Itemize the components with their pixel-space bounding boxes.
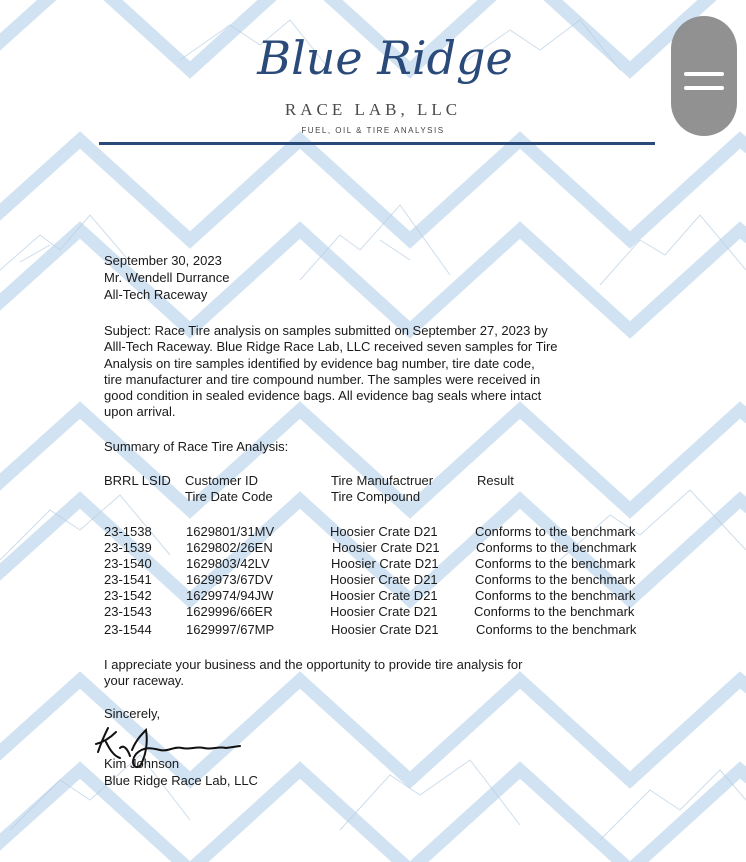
cell-lsid: 23-1539 xyxy=(104,540,152,555)
cell-tire: Hoosier Crate D21 xyxy=(330,572,438,587)
cell-result: Conforms to the benchmark xyxy=(474,604,635,619)
brand-script-text: Blue Ridge xyxy=(257,31,513,85)
closing-line: your raceway. xyxy=(104,673,184,688)
cell-result: Conforms to the benchmark xyxy=(475,588,636,603)
cell-customer: 1629802/26EN xyxy=(186,540,273,555)
cell-lsid: 23-1542 xyxy=(104,588,152,603)
cell-lsid: 23-1544 xyxy=(104,622,152,637)
company-tagline: FUEL, OIL & TIRE ANALYSIS xyxy=(301,126,445,135)
table-header-lsid: BRRL LSID xyxy=(104,473,171,488)
cell-result: Conforms to the benchmark xyxy=(475,572,636,587)
cell-customer: 1629801/31MV xyxy=(186,524,275,539)
cell-customer: 1629997/67MP xyxy=(186,622,275,637)
cell-tire: Hoosier Crate D21 xyxy=(331,556,439,571)
table-header-customer-id: Customer ID xyxy=(185,473,258,488)
subject-line: good condition in sealed evidence bags. All evidence bag seals where intact xyxy=(104,388,542,404)
hamburger-menu-button[interactable] xyxy=(671,16,737,136)
cell-customer: 1629996/66ER xyxy=(186,604,273,619)
cell-result: Conforms to the benchmark xyxy=(475,524,636,539)
closing-line: I appreciate your business and the opportunity to provide tire analysis for xyxy=(104,657,523,672)
table-header-date-code: Tire Date Code xyxy=(185,489,273,504)
subject-line: upon arrival. xyxy=(104,404,176,420)
subject-paragraph xyxy=(104,323,624,421)
cell-tire: Hoosier Crate D21 xyxy=(332,540,440,555)
cell-customer: 1629974/94JW xyxy=(186,588,274,603)
cell-customer: 1629803/42LV xyxy=(186,556,270,571)
cell-customer: 1629973/67DV xyxy=(186,572,273,587)
company-name: RACE LAB, LLC xyxy=(284,100,462,119)
signer-org: Blue Ridge Race Lab, LLC xyxy=(104,773,258,788)
recipient-org: All-Tech Raceway xyxy=(104,287,208,302)
table-header-compound: Tire Compound xyxy=(331,489,421,504)
salutation: Sincerely, xyxy=(104,706,161,721)
letter-date: September 30, 2023 xyxy=(104,253,222,268)
cell-result: Conforms to the benchmark xyxy=(476,622,637,637)
subject-line: Analysis on tire samples identified by evidence bag number, tire date code, xyxy=(104,355,535,371)
cell-lsid: 23-1543 xyxy=(104,604,152,619)
cell-lsid: 23-1541 xyxy=(104,572,152,587)
subject-line: tire manufacturer and tire compound number. The samples were received in xyxy=(104,371,541,387)
signer-name: Kim Johnson xyxy=(104,756,180,771)
subject-line: Alll-Tech Raceway. Blue Ridge Race Lab, LLC received seven samples for Tire xyxy=(104,339,558,355)
brand-script-logo xyxy=(0,24,746,94)
table-header-result: Result xyxy=(477,473,514,488)
cell-result: Conforms to the benchmark xyxy=(476,540,637,555)
cell-tire: Hoosier Crate D21 xyxy=(330,588,438,603)
cell-lsid: 23-1540 xyxy=(104,556,152,571)
cell-result: Conforms to the benchmark xyxy=(475,556,636,571)
cell-tire: Hoosier Crate D21 xyxy=(330,604,438,619)
table-header-manufacturer: Tire Manufactruer xyxy=(331,473,434,488)
chevron-band xyxy=(0,140,746,240)
cell-tire: Hoosier Crate D21 xyxy=(331,622,439,637)
subject-line: Subject: Race Tire analysis on samples submitted on September 27, 2023 by xyxy=(104,323,548,338)
letterhead-divider xyxy=(99,142,655,145)
cell-lsid: 23-1538 xyxy=(104,524,152,539)
hamburger-menu-icon xyxy=(684,72,724,76)
hamburger-menu-icon xyxy=(684,86,724,90)
summary-heading: Summary of Race Tire Analysis: xyxy=(104,439,289,454)
recipient-name: Mr. Wendell Durrance xyxy=(104,270,230,285)
cell-tire: Hoosier Crate D21 xyxy=(330,524,438,539)
